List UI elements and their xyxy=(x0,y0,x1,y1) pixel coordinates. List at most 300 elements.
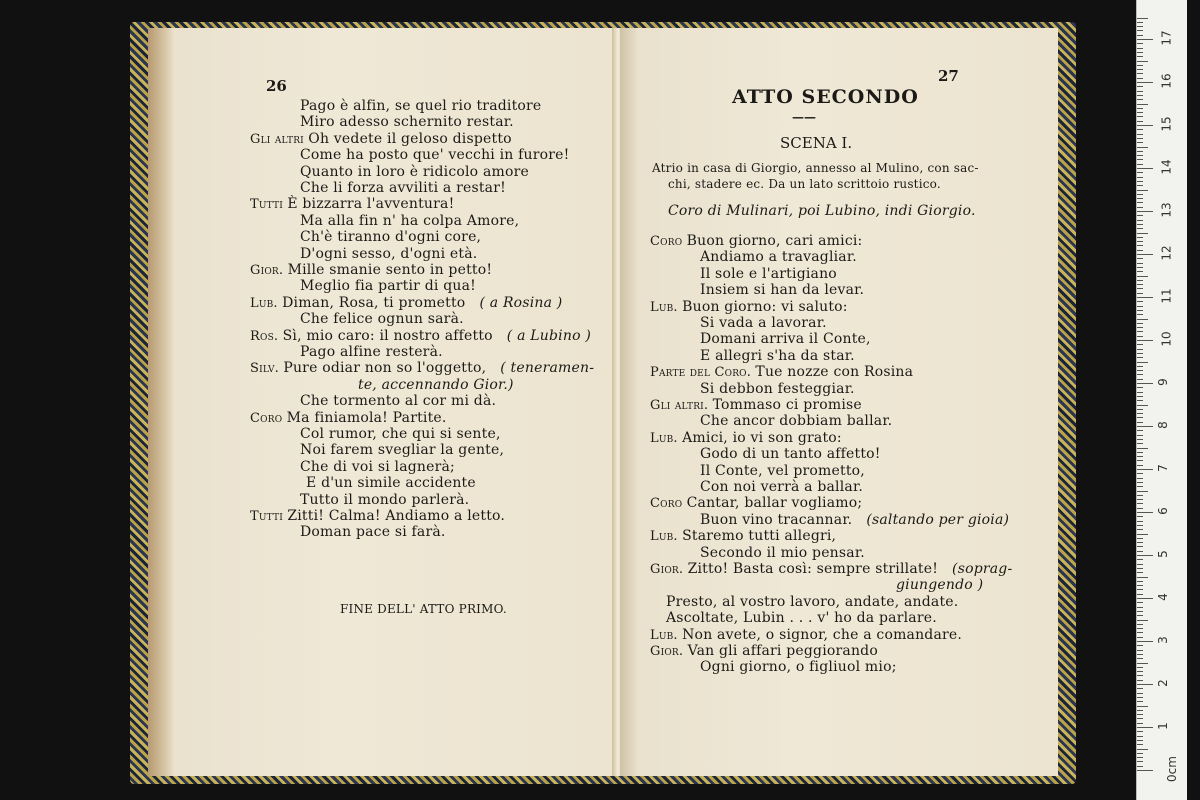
ruler-tick xyxy=(1137,736,1143,737)
verse-line xyxy=(700,266,837,282)
speaker-name: Coro xyxy=(250,410,287,426)
verse-line xyxy=(300,524,446,540)
verse-line xyxy=(700,381,855,397)
ruler-tick xyxy=(1137,125,1153,126)
verse-text: E allegri s'ha da star. xyxy=(700,347,855,364)
ruler-tick xyxy=(1137,250,1143,251)
stage-direction-1: Atrio in casa di Giorgio, annesso al Mulino, con sac- xyxy=(652,161,979,175)
ruler-tick xyxy=(1137,529,1143,530)
verse-text: Buon vino tracannar. xyxy=(700,511,853,528)
ruler-tick xyxy=(1137,637,1143,638)
ruler-tick xyxy=(1137,18,1148,19)
verse-text: Domani arriva il Conte, xyxy=(700,331,871,348)
ruler-number: 1 xyxy=(1155,722,1170,730)
ruler-tick xyxy=(1137,327,1143,328)
ruler-tick xyxy=(1137,577,1148,578)
ruler-tick xyxy=(1137,731,1143,732)
verse-line xyxy=(650,397,862,414)
ruler-tick xyxy=(1137,761,1143,762)
ruler-tick xyxy=(1137,555,1153,556)
ruler-tick xyxy=(1137,319,1148,320)
ruler-number: 5 xyxy=(1155,550,1170,558)
verse-text: Che felice ognun sarà. xyxy=(300,311,464,328)
ruler-tick xyxy=(1137,69,1143,70)
ruler-tick xyxy=(1137,551,1143,552)
verse-line xyxy=(250,410,447,427)
verse-line xyxy=(358,377,514,393)
ruler-tick xyxy=(1137,78,1143,79)
ruler-tick xyxy=(1137,26,1143,27)
verse-line xyxy=(250,295,562,312)
verse-line xyxy=(250,360,594,377)
ruler-tick xyxy=(1137,91,1143,92)
ruler-tick xyxy=(1137,164,1143,165)
ruler-tick xyxy=(1137,159,1143,160)
speaker-name: Lub. xyxy=(250,295,283,311)
verse-text: Come ha posto que' vecchi in furore! xyxy=(300,147,570,164)
ruler-tick xyxy=(1137,486,1143,487)
ruler-tick xyxy=(1137,61,1148,62)
verse-line xyxy=(300,213,519,229)
stage-direction-2: chi, stadere ec. Da un lato scrittoio rustico. xyxy=(668,177,941,191)
ruler-tick xyxy=(1137,680,1143,681)
verse-line xyxy=(250,508,505,525)
ruler-tick xyxy=(1137,301,1143,302)
verse-text: Ascoltate, Lubin . . . v' ho da parlare. xyxy=(666,610,937,627)
ruler-tick xyxy=(1137,207,1143,208)
verse-line xyxy=(700,315,827,331)
ruler-tick xyxy=(1137,422,1143,423)
verse-text: Ma finiamola! Partite. xyxy=(286,409,447,426)
page-number-left: 26 xyxy=(266,77,287,95)
verse-line xyxy=(250,328,591,345)
speaker-name: Gli altri xyxy=(250,131,309,147)
verse-text: Secondo il mio pensar. xyxy=(700,544,865,561)
speaker-name: Gior. xyxy=(650,644,688,659)
verse-line xyxy=(300,393,496,409)
verse-line xyxy=(700,348,855,364)
ruler-tick xyxy=(1137,684,1153,685)
verse-line xyxy=(250,262,492,279)
verse-line xyxy=(650,299,848,316)
ruler-tick xyxy=(1137,611,1143,612)
verse-line xyxy=(300,492,469,508)
ruler-tick xyxy=(1137,383,1153,384)
verse-text: Diman, Rosa, ti prometto xyxy=(282,294,466,311)
ruler-tick xyxy=(1137,770,1153,771)
verse-text: Non avete, o signor, che a comandare. xyxy=(682,626,963,643)
verse-text: Tommaso ci promise xyxy=(712,397,862,413)
verse-line xyxy=(700,479,863,495)
speaker-name: Gior. xyxy=(250,263,288,278)
verse-text: Buon giorno, cari amici: xyxy=(686,233,863,249)
verse-text: Oh vedete il geloso dispetto xyxy=(308,130,512,147)
ruler-tick xyxy=(1137,190,1148,191)
verse-text: E d'un simile accidente xyxy=(306,475,476,492)
ruler-tick xyxy=(1137,512,1153,513)
ruler-tick xyxy=(1137,86,1143,87)
ruler-tick xyxy=(1137,546,1143,547)
verse-line xyxy=(650,430,842,447)
verse-text: Pago alfine resterà. xyxy=(300,344,443,360)
ruler-tick xyxy=(1137,740,1143,741)
verse-line xyxy=(700,545,865,561)
ruler-number: 14 xyxy=(1159,159,1174,175)
ruler-tick xyxy=(1137,185,1143,186)
scene-title: SCENA I. xyxy=(780,134,853,152)
verse-line xyxy=(650,233,862,250)
ruler-tick xyxy=(1137,749,1148,750)
ruler-tick xyxy=(1137,499,1143,500)
ruler-tick xyxy=(1137,675,1143,676)
ruler-tick xyxy=(1137,82,1153,83)
speaker-name: Gior. xyxy=(650,562,688,577)
ruler-tick xyxy=(1137,641,1153,642)
ruler-tick xyxy=(1137,508,1143,509)
verse-text: Ma alla fin n' ha colpa Amore, xyxy=(300,212,520,229)
verse-line xyxy=(700,331,871,347)
ruler-tick xyxy=(1137,177,1143,178)
verse-line xyxy=(300,164,529,180)
stage-note: ( a Lubino ) xyxy=(506,327,592,344)
ruler-tick xyxy=(1137,602,1143,603)
ruler-tick xyxy=(1137,710,1143,711)
ruler-tick xyxy=(1137,654,1143,655)
ruler-tick xyxy=(1137,667,1143,668)
verse-text: Si debbon festeggiar. xyxy=(700,380,855,397)
speaker-name: Silv. xyxy=(250,361,284,377)
verse-text: Presto, al vostro lavoro, andate, andate. xyxy=(666,593,959,610)
verse-line xyxy=(666,594,958,610)
verse-line xyxy=(300,278,476,294)
ruler-tick xyxy=(1137,35,1143,36)
verse-text: Ch'è tiranno d'ogni core, xyxy=(300,229,482,246)
verse-text: Zitti! Calma! Andiamo a letto. xyxy=(287,508,506,524)
ruler-tick xyxy=(1137,254,1153,255)
verse-text: Con noi verrà a ballar. xyxy=(700,479,863,495)
ruler-tick xyxy=(1137,306,1143,307)
ruler-tick xyxy=(1137,430,1143,431)
ruler-number: 6 xyxy=(1155,507,1170,515)
verse-line xyxy=(250,131,512,148)
verse-line xyxy=(650,627,962,644)
ruler-tick xyxy=(1137,409,1143,410)
ruler-tick xyxy=(1137,594,1143,595)
ruler-tick xyxy=(1137,155,1143,156)
ruler-tick xyxy=(1137,48,1143,49)
ruler-tick xyxy=(1137,405,1148,406)
verse-text: Che li forza avviliti a restar! xyxy=(300,180,506,196)
verse-text: Il sole e l'artigiano xyxy=(700,265,837,282)
ruler-tick xyxy=(1137,65,1143,66)
ruler-tick xyxy=(1137,448,1148,449)
ruler-tick xyxy=(1137,697,1143,698)
verse-line xyxy=(700,249,857,265)
ruler-tick xyxy=(1137,491,1148,492)
ruler-tick xyxy=(1137,138,1143,139)
ruler-tick xyxy=(1137,357,1143,358)
ruler-tick xyxy=(1137,598,1153,599)
ruler-tick xyxy=(1137,271,1143,272)
ruler-tick xyxy=(1137,52,1143,53)
ruler-number: 13 xyxy=(1159,202,1174,218)
stage-note: (saltando per gioia) xyxy=(866,511,1010,528)
ruler-tick xyxy=(1137,241,1143,242)
ruler-tick xyxy=(1137,542,1143,543)
stage-note: ( a Rosina ) xyxy=(479,294,563,311)
verse-line xyxy=(700,282,864,298)
verse-text: Pure odiar non so l'oggetto, xyxy=(283,360,487,377)
ruler-tick xyxy=(1137,366,1143,367)
ruler-number: 8 xyxy=(1155,421,1170,429)
verse-line xyxy=(300,311,464,327)
ruler-tick xyxy=(1137,624,1143,625)
ruler-tick xyxy=(1137,56,1143,57)
verse-text: Tutto il mondo parlerà. xyxy=(300,491,470,508)
verse-line xyxy=(300,114,514,130)
ruler-tick xyxy=(1137,142,1143,143)
ruler-tick xyxy=(1137,237,1143,238)
ruler-tick xyxy=(1137,568,1143,569)
ruler-tick xyxy=(1137,147,1148,148)
ruler-tick xyxy=(1137,220,1143,221)
ruler-tick xyxy=(1137,478,1143,479)
ruler-tick xyxy=(1137,134,1143,135)
verse-text: Che ancor dobbiam ballar. xyxy=(700,413,893,430)
ruler-tick xyxy=(1137,245,1143,246)
ruler-tick xyxy=(1137,469,1153,470)
verse-text: Insiem si han da levar. xyxy=(700,282,865,299)
ruler-tick xyxy=(1137,538,1143,539)
ruler-tick xyxy=(1137,280,1143,281)
speaker-name: Coro xyxy=(650,234,687,249)
ruler-tick xyxy=(1137,503,1143,504)
ruler-tick xyxy=(1137,460,1143,461)
verse-line xyxy=(306,475,476,491)
speaker-name: Tutti xyxy=(250,509,288,524)
verse-line xyxy=(700,512,1009,528)
verse-text: Sì, mio caro: il nostro affetto xyxy=(282,327,493,344)
ruler-tick xyxy=(1137,284,1143,285)
ruler-tick xyxy=(1137,723,1143,724)
ruler-tick xyxy=(1137,753,1143,754)
ruler-number: 10 xyxy=(1159,331,1174,347)
verse-text: Quanto in loro è ridicolo amore xyxy=(300,163,529,180)
verse-text: Che tormento al cor mi dà. xyxy=(300,393,497,410)
verse-line xyxy=(300,459,455,475)
ruler-tick xyxy=(1137,95,1143,96)
ruler-tick xyxy=(1137,276,1148,277)
ruler-tick xyxy=(1137,628,1143,629)
ruler-tick xyxy=(1137,714,1143,715)
ruler-tick xyxy=(1137,465,1143,466)
ruler-tick xyxy=(1137,288,1143,289)
ruler-tick xyxy=(1137,336,1143,337)
verse-line xyxy=(300,229,481,245)
ruler-tick xyxy=(1137,766,1143,767)
verse-text: Col rumor, che qui si sente, xyxy=(300,426,501,442)
speaker-name: Gli altri. xyxy=(650,398,713,413)
ruler-tick xyxy=(1137,663,1148,664)
act-title: ATTO SECONDO xyxy=(732,86,919,108)
ruler-tick xyxy=(1137,645,1143,646)
ruler-tick xyxy=(1137,168,1153,169)
ruler-tick xyxy=(1137,718,1143,719)
ruler-tick xyxy=(1137,198,1143,199)
speaker-name: Lub. xyxy=(650,627,683,643)
speaker-name: Lub. xyxy=(650,430,683,446)
verse-line xyxy=(700,413,892,429)
ruler-tick xyxy=(1137,233,1148,234)
ruler-tick xyxy=(1137,39,1153,40)
ruler-tick xyxy=(1137,22,1143,23)
verse-text: Godo di un tanto affetto! xyxy=(700,446,881,463)
ruler-tick xyxy=(1137,362,1148,363)
ruler-tick xyxy=(1137,211,1153,212)
verse-line xyxy=(666,610,937,626)
ruler-tick xyxy=(1137,73,1143,74)
ruler-tick xyxy=(1137,564,1143,565)
verse-text: Andiamo a travagliar. xyxy=(700,249,857,266)
verse-text: D'ogni sesso, d'ogni età. xyxy=(300,245,478,262)
ruler-tick xyxy=(1137,30,1143,31)
ruler-tick xyxy=(1137,693,1143,694)
verse-text: Il Conte, vel prometto, xyxy=(700,462,865,479)
ruler-tick xyxy=(1137,585,1143,586)
verse-line xyxy=(300,442,504,458)
ruler-tick xyxy=(1137,151,1143,152)
title-rule: —— xyxy=(792,110,816,124)
chorus-direction: Coro di Mulinari, poi Lubino, indi Giorgio. xyxy=(668,203,976,219)
verse-line xyxy=(650,528,836,545)
ruler-tick xyxy=(1137,293,1143,294)
ruler-tick xyxy=(1137,344,1143,345)
verse-line xyxy=(300,426,501,442)
ruler-tick xyxy=(1137,104,1148,105)
speaker-name: Ros. xyxy=(250,328,283,344)
verse-text: Mille smanie sento in petto! xyxy=(287,262,493,278)
speaker-name: Tutti xyxy=(250,197,288,213)
verse-line xyxy=(896,577,983,593)
verse-line xyxy=(650,643,878,660)
verse-text: Ogni giorno, o figliuol mio; xyxy=(700,659,897,676)
ruler-tick xyxy=(1137,99,1143,100)
ruler-tick xyxy=(1137,620,1148,621)
ruler-tick xyxy=(1137,658,1143,659)
stage-note: (soprag- xyxy=(952,561,1013,577)
measuring-ruler xyxy=(1136,0,1187,800)
ruler-tick xyxy=(1137,181,1143,182)
ruler-tick xyxy=(1137,194,1143,195)
ruler-tick xyxy=(1137,456,1143,457)
ruler-tick xyxy=(1137,650,1143,651)
ruler-number: 15 xyxy=(1159,116,1174,132)
ruler-tick xyxy=(1137,314,1143,315)
ruler-tick xyxy=(1137,396,1143,397)
ruler-tick xyxy=(1137,706,1148,707)
verse-line xyxy=(250,196,454,213)
ruler-tick xyxy=(1137,417,1143,418)
ruler-tick xyxy=(1137,413,1143,414)
ruler-number: 4 xyxy=(1155,593,1170,601)
verse-line xyxy=(650,561,1012,578)
verse-line xyxy=(650,495,862,512)
left-page xyxy=(148,28,617,776)
right-page xyxy=(620,28,1058,776)
verse-text: Staremo tutti allegri, xyxy=(682,528,837,545)
verse-text: Meglio fia partir di qua! xyxy=(300,278,476,295)
verse-text: Tue nozze con Rosina xyxy=(755,364,914,381)
ruler-tick xyxy=(1137,482,1143,483)
verse-text: Zitto! Basta così: sempre strillate! xyxy=(687,561,939,577)
verse-text: Miro adesso schernito restar. xyxy=(300,114,514,131)
ruler-tick xyxy=(1137,572,1143,573)
ruler-number: 16 xyxy=(1159,73,1174,89)
stage-note: giungendo ) xyxy=(896,577,984,594)
ruler-tick xyxy=(1137,215,1143,216)
ruler-tick xyxy=(1137,516,1143,517)
ruler-tick xyxy=(1137,121,1143,122)
ruler-tick xyxy=(1137,323,1143,324)
ruler-tick xyxy=(1137,701,1143,702)
verse-text: Amici, io vi son grato: xyxy=(682,429,842,446)
verse-text: Pago è alfin, se quel rio traditore xyxy=(300,98,542,114)
ruler-tick xyxy=(1137,172,1143,173)
ruler-tick xyxy=(1137,310,1143,311)
verse-line xyxy=(300,246,477,262)
ruler-number: 17 xyxy=(1159,30,1174,46)
ruler-tick xyxy=(1137,688,1143,689)
speaker-name: Coro xyxy=(650,496,687,512)
verse-text: Cantar, ballar vogliamo; xyxy=(686,495,863,512)
ruler-tick xyxy=(1137,112,1143,113)
ruler-tick xyxy=(1137,525,1143,526)
verse-text: Buon giorno: vi saluto: xyxy=(682,298,848,315)
verse-text: Si vada a lavorar. xyxy=(700,315,827,331)
verse-text: Doman pace si farà. xyxy=(300,524,446,541)
verse-line xyxy=(300,344,443,360)
ruler-tick xyxy=(1137,589,1143,590)
ruler-tick xyxy=(1137,607,1143,608)
ruler-tick xyxy=(1137,108,1143,109)
ruler-number: 11 xyxy=(1159,288,1174,304)
verse-line xyxy=(300,147,570,163)
verse-line xyxy=(300,98,541,114)
ruler-tick xyxy=(1137,473,1143,474)
verse-text: Che di voi si lagnerà; xyxy=(300,458,455,475)
verse-line xyxy=(650,364,913,381)
ruler-tick xyxy=(1137,297,1153,298)
ruler-tick xyxy=(1137,757,1143,758)
ruler-tick xyxy=(1137,400,1143,401)
ruler-tick xyxy=(1137,439,1143,440)
ruler-number: 7 xyxy=(1155,464,1170,472)
ruler-tick xyxy=(1137,116,1143,117)
ruler-tick xyxy=(1137,340,1153,341)
ruler-tick xyxy=(1137,263,1143,264)
ruler-tick xyxy=(1137,202,1143,203)
ruler-tick xyxy=(1137,353,1143,354)
ruler-number: 0cm xyxy=(1164,756,1179,782)
ruler-tick xyxy=(1137,727,1153,728)
ruler-tick xyxy=(1137,744,1143,745)
ruler-number: 12 xyxy=(1159,245,1174,261)
ruler-tick xyxy=(1137,387,1143,388)
ruler-tick xyxy=(1137,258,1143,259)
speaker-name: Parte del Coro. xyxy=(650,365,756,381)
ruler-tick xyxy=(1137,43,1143,44)
ruler-tick xyxy=(1137,228,1143,229)
